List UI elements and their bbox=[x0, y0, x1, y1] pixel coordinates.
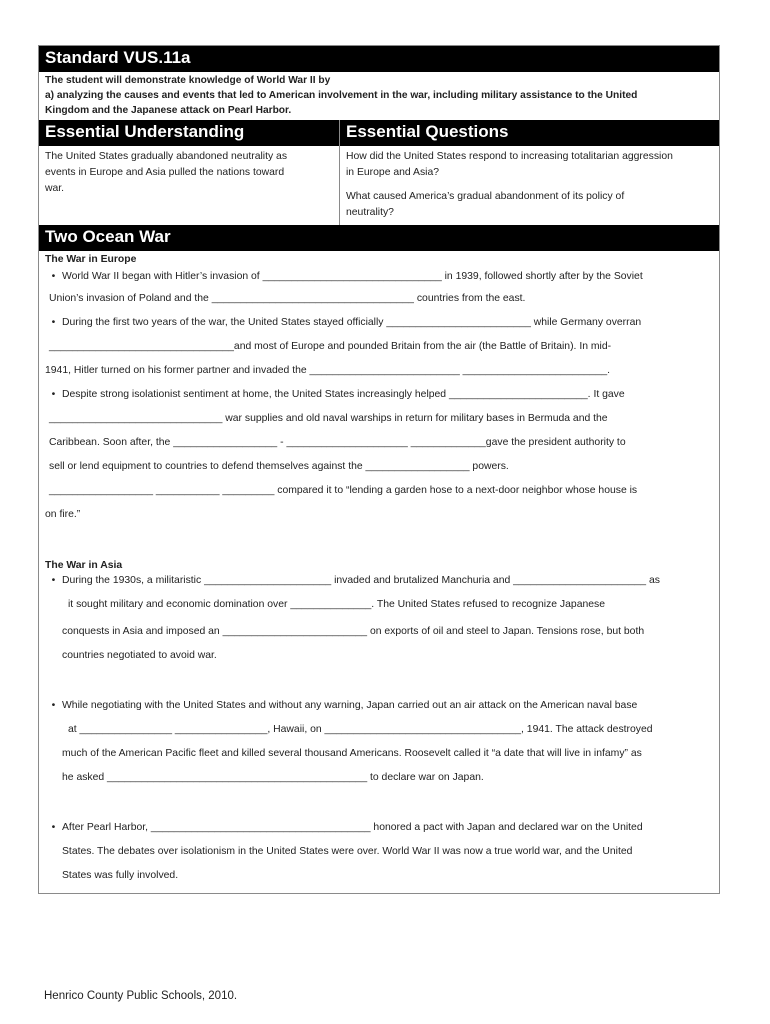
text-line: it sought military and economic domination over ______________. The United States refused to recognize Japanese bbox=[68, 599, 605, 610]
essential-understanding-text bbox=[39, 146, 340, 225]
essential-questions-heading: Essential Questions bbox=[340, 120, 719, 146]
essentials-header-row bbox=[39, 120, 719, 146]
text-line: While negotiating with the United States and without any warning, Japan carried out an air attack on the American naval base bbox=[62, 700, 638, 711]
understanding-line: The United States gradually abandoned neutrality as bbox=[45, 151, 288, 162]
europe-bullet-3: • Despite strong isolationist sentiment at home, the United States increasingly helped ________________________. It gave bbox=[51, 389, 625, 400]
essential-questions-text bbox=[340, 146, 719, 225]
question-2 bbox=[346, 189, 713, 221]
text-line: sell or lend equipment to countries to defend themselves against the __________________ powers. bbox=[49, 461, 509, 472]
worksheet bbox=[38, 45, 720, 894]
question-1 bbox=[346, 149, 713, 181]
text-line: 1941, Hitler turned on his former partner and invaded the __________________________ _________________________. bbox=[45, 365, 611, 376]
standard-line: The student will demonstrate knowledge of World War II by bbox=[45, 75, 331, 86]
standard-line: a) analyzing the causes and events that led to American involvement in the war, including military assistance to the United bbox=[45, 90, 638, 101]
asia-bullet-2: • While negotiating with the United States and without any warning, Japan carried out an air attack on the American naval base bbox=[51, 700, 638, 711]
text-line: he asked _____________________________________________ to declare war on Japan. bbox=[62, 772, 484, 783]
text-line: After Pearl Harbor, ______________________________________ honored a pact with Japan and declared war on the United bbox=[62, 822, 643, 833]
europe-bullet-2: • During the first two years of the war, the United States stayed officially _________________________ while Germany overran bbox=[51, 317, 642, 328]
understanding-line: war. bbox=[45, 183, 65, 194]
footer-credit: Henrico County Public Schools, 2010. bbox=[44, 990, 238, 1002]
two-ocean-war-heading: Two Ocean War bbox=[39, 225, 719, 251]
essential-understanding-heading: Essential Understanding bbox=[39, 120, 340, 146]
europe-bullet-1: • World War II began with Hitler’s invasion of _______________________________ in 1939, followed shortly after by the Soviet bbox=[51, 271, 643, 282]
text-line: During the first two years of the war, the United States stayed officially _________________________ while Germany overran bbox=[62, 317, 642, 328]
asia-bullet-3: • After Pearl Harbor, ______________________________________ honored a pact with Japan and declared war on the United bbox=[51, 822, 643, 833]
text-line: on fire.” bbox=[45, 509, 81, 520]
essentials-body-row bbox=[39, 146, 719, 225]
text-line: __________________ ___________ _________ compared it to “lending a garden hose to a next-door neighbor whose house is bbox=[49, 485, 638, 496]
text-line: conquests in Asia and imposed an _________________________ on exports of oil and steel to Japan. Tensions rose, but both bbox=[62, 626, 645, 637]
text-line: at ________________ ________________, Hawaii, on __________________________________, 1941. The attack destroyed bbox=[68, 724, 653, 735]
standard-title: Standard VUS.11a bbox=[39, 46, 719, 72]
war-in-asia-heading: The War in Asia bbox=[45, 560, 123, 571]
text-line: Union’s invasion of Poland and the ___________________________________ countries from the east. bbox=[49, 293, 526, 304]
question-line: in Europe and Asia? bbox=[346, 167, 440, 178]
question-line: neutrality? bbox=[346, 207, 394, 218]
text-line: During the 1930s, a militaristic ______________________ invaded and brutalized Manchuria and _______________________ as bbox=[62, 575, 660, 586]
question-line: How did the United States respond to increasing totalitarian aggression bbox=[346, 151, 673, 162]
text-line: countries negotiated to avoid war. bbox=[62, 650, 217, 661]
text-line: World War II began with Hitler’s invasion of _______________________________ in 1939, followed shortly after by the Soviet bbox=[62, 271, 643, 282]
text-line: ________________________________and most of Europe and pounded Britain from the air (the Battle of Britain). In mid- bbox=[49, 341, 612, 352]
standard-description bbox=[39, 72, 719, 120]
question-line: What caused America’s gradual abandonment of its policy of bbox=[346, 191, 625, 202]
standard-line: Kingdom and the Japanese attack on Pearl Harbor. bbox=[45, 105, 292, 116]
war-in-europe-heading: The War in Europe bbox=[45, 254, 137, 265]
text-line: States was fully involved. bbox=[62, 870, 179, 881]
text-line: much of the American Pacific fleet and killed several thousand Americans. Roosevelt called it “a date that will live in infamy” as bbox=[62, 748, 642, 759]
text-line: Despite strong isolationist sentiment at home, the United States increasingly helped ________________________. It gave bbox=[62, 389, 625, 400]
text-line: ______________________________ war supplies and old naval warships in return for military bases in Bermuda and the bbox=[49, 413, 608, 424]
understanding-line: events in Europe and Asia pulled the nations toward bbox=[45, 167, 285, 178]
text-line: States. The debates over isolationism in the United States were over. World War II was now a true world war, and the United bbox=[62, 846, 633, 857]
text-line: Caribbean. Soon after, the __________________ - _____________________ _____________gave the president authority to bbox=[49, 437, 626, 448]
asia-bullet-1: • During the 1930s, a militaristic ______________________ invaded and brutalized Manchuria and _______________________ as bbox=[51, 575, 660, 586]
